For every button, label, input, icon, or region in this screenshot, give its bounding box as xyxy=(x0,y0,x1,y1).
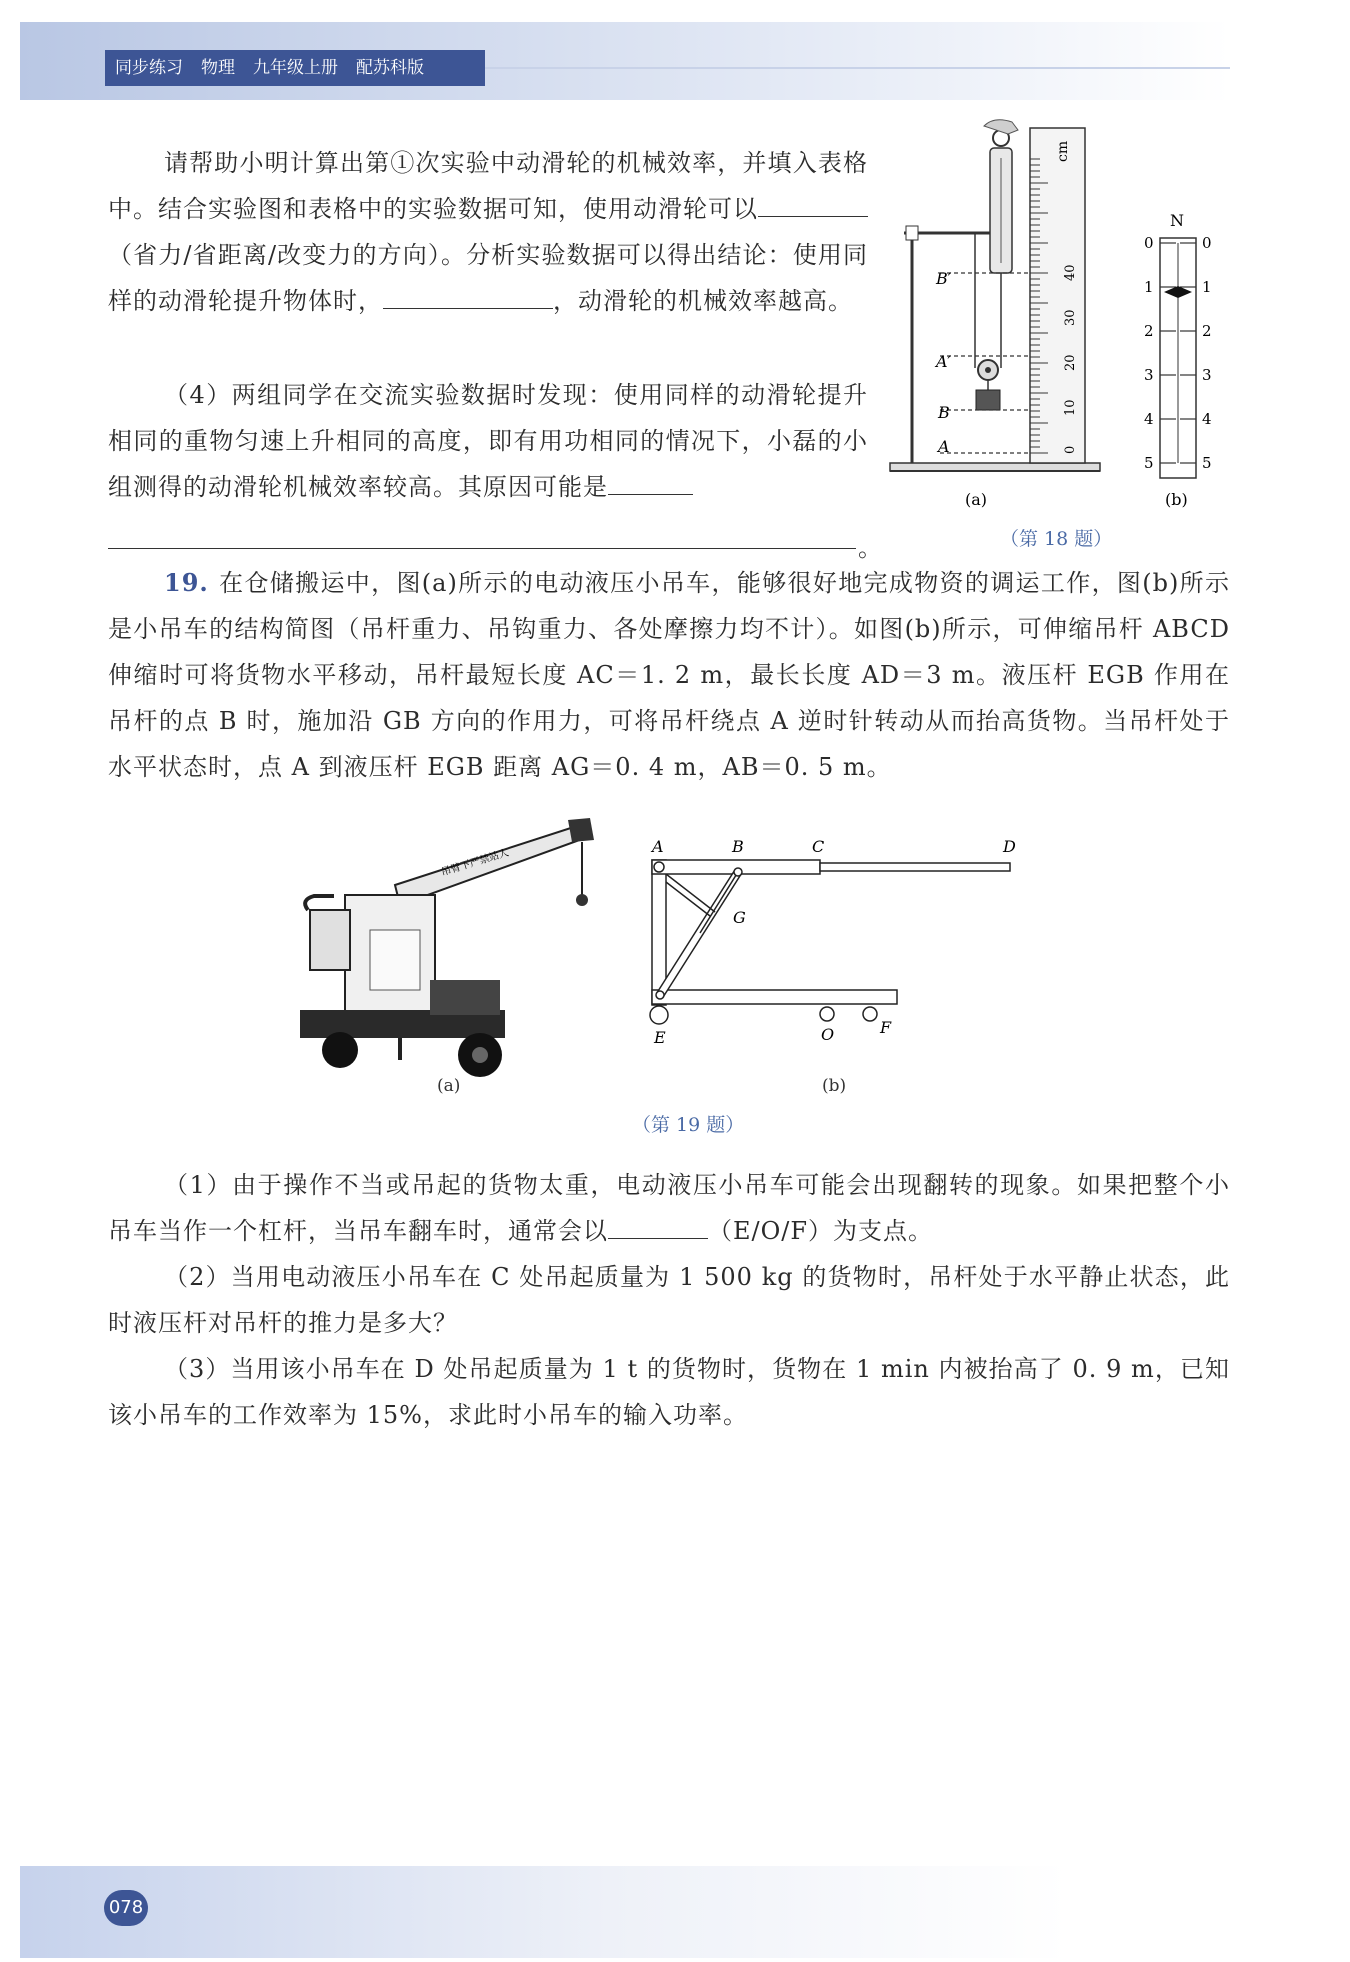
edition: 配苏科版 xyxy=(356,58,424,78)
label-E: E xyxy=(654,1028,666,1047)
q18-blank-4 xyxy=(108,548,856,549)
q18-part4-text: （4）两组同学在交流实验数据时发现：使用同样的动滑轮提升相同的重物匀速上升相同的高度，即有用功相同的情况下，小磊的小组测得的动滑轮机械效率较高。其原因可能是 xyxy=(108,381,868,501)
q18-blank-1 xyxy=(758,190,868,217)
q19-sub1-text-a: （1）由于操作不当或吊起的货物太重，电动液压小吊车可能会出现翻转的现象。如果把整个小吊车当作一个杠杆，当吊车翻车时，通常会以 xyxy=(108,1171,1230,1245)
scale-right-0: 0 xyxy=(1202,234,1212,252)
grade: 九年级上册 xyxy=(253,58,338,78)
q18-text-c: ，动滑轮的机械效率越高。 xyxy=(553,287,853,315)
scale-right-3: 3 xyxy=(1202,366,1212,384)
q18-paragraph-1 xyxy=(108,140,868,324)
scale-left-4: 4 xyxy=(1144,410,1154,428)
base-frame xyxy=(652,990,897,1004)
q19-sub-a: (a) xyxy=(437,1076,461,1096)
ruler-label-20: 20 xyxy=(1063,354,1078,371)
scale-left-3: 3 xyxy=(1144,366,1154,384)
series-title: 同步练习 xyxy=(115,58,183,78)
q19-caption: （第 19 题） xyxy=(632,1114,745,1136)
label-F: F xyxy=(880,1018,892,1037)
scale-right-5: 5 xyxy=(1202,454,1212,472)
label-D: D xyxy=(1003,837,1016,856)
q19-sub1 xyxy=(108,1162,1230,1254)
label-G: G xyxy=(733,908,746,927)
q19-sub1-text-b: （E/O/F）为支点。 xyxy=(708,1217,934,1245)
q19-number: 19. xyxy=(164,568,209,597)
boom-sign: 吊臂下严禁站人 xyxy=(439,847,511,879)
pivot-a xyxy=(654,862,664,872)
label-b-prime: B′ xyxy=(936,269,952,288)
label-a: A xyxy=(938,437,950,456)
scale-right-1: 1 xyxy=(1202,278,1212,296)
ruler-label-30: 30 xyxy=(1063,309,1078,326)
scale-left-2: 2 xyxy=(1144,322,1154,340)
q19-blank xyxy=(608,1212,708,1239)
q18-end-mark: 。 xyxy=(858,534,882,562)
sub-label-b: (b) xyxy=(1165,490,1188,509)
label-B: B xyxy=(732,837,744,856)
scale-left-5: 5 xyxy=(1144,454,1154,472)
newton-unit: N xyxy=(1170,211,1184,230)
book-title-bar xyxy=(105,50,485,86)
label-a-prime: A′ xyxy=(936,352,952,371)
q19-intro xyxy=(108,560,1230,790)
scale-left-1: 1 xyxy=(1144,278,1154,296)
wheel-f xyxy=(863,1007,877,1021)
label-O: O xyxy=(821,1025,835,1044)
label-b: B xyxy=(938,403,950,422)
stand-base xyxy=(890,463,1100,471)
q18-blank-3 xyxy=(608,468,693,495)
scale-right-2: 2 xyxy=(1202,322,1212,340)
scale-left-0: 0 xyxy=(1144,234,1154,252)
subject: 物理 xyxy=(201,58,235,78)
q19-sub2: （2）当用电动液压小吊车在 C 处吊起质量为 1 500 kg 的货物时，吊杆处于水平静止状态，此时液压杆对吊杆的推力是多大？ xyxy=(108,1263,1230,1337)
crane-boom xyxy=(395,825,585,905)
ruler-label-10: 10 xyxy=(1063,399,1078,416)
q18-blank-2 xyxy=(383,282,553,309)
boom-cd xyxy=(820,863,1010,871)
q18-caption: （第 18 题） xyxy=(1000,528,1113,550)
label-C: C xyxy=(812,837,825,856)
q18-text-b: （省力/省距离/改变力的方向）。分析实验数据可以得出结论：使用同样的动滑轮提升物体时， xyxy=(108,241,868,315)
ruler-label-0: 0 xyxy=(1063,445,1078,454)
wheel-left xyxy=(322,1032,358,1068)
q19-figure-a xyxy=(300,810,610,1100)
wheel-o xyxy=(820,1007,834,1021)
q18-text-a: 请帮助小明计算出第①次实验中动滑轮的机械效率，并填入表格中。结合实验图和表格中的实验数据可知，使用动滑轮可以 xyxy=(108,149,868,223)
q19-sub3: （3）当用该小吊车在 D 处吊起质量为 1 t 的货物时，货物在 1 min 内被抬高了 0. 9 m，已知该小吊车的工作效率为 15%，求此时小吊车的输入功率。 xyxy=(108,1355,1230,1429)
pivot-e xyxy=(656,991,664,999)
q18-paragraph-2 xyxy=(108,372,868,510)
q19-sub-b: (b) xyxy=(822,1076,847,1096)
header-rule xyxy=(485,67,1230,69)
ruler-label-40: 40 xyxy=(1063,264,1078,281)
q18-figure xyxy=(880,118,1260,518)
q19-intro-text: 在仓储搬运中，图(a)所示的电动液压小吊车，能够很好地完成物资的调运工作，图(b)所示是小吊车的结构简图（吊杆重力、吊钩重力、各处摩擦力均不计）。如图(b)所示，可伸缩吊杆 ABCD 伸缩时可将货物水平移动，吊杆最短长度 AC＝1. 2 m，最长长度 AD＝3 m。液压杆 EGB 作用在吊杆的点 B 时，施加沿 GB 方向的作用力，可将吊杆绕点 A 逆时针转动从而抬高货物。当吊杆处于水平状态时，点 A 到液压杆 EGB 距离 AG＝0. 4 m，AB＝0. 5 m。 xyxy=(108,569,1230,781)
wheel-e xyxy=(650,1006,668,1024)
pivot-b xyxy=(734,868,742,876)
q19-figure-b xyxy=(640,830,1040,1060)
ruler-unit: cm xyxy=(1055,140,1071,162)
footer-band xyxy=(20,1866,1330,1958)
page-number: 078 xyxy=(104,1890,148,1926)
label-A: A xyxy=(652,837,664,856)
sub-label-a: (a) xyxy=(965,490,988,509)
scale-right-4: 4 xyxy=(1202,410,1212,428)
weight-block xyxy=(976,390,1000,410)
